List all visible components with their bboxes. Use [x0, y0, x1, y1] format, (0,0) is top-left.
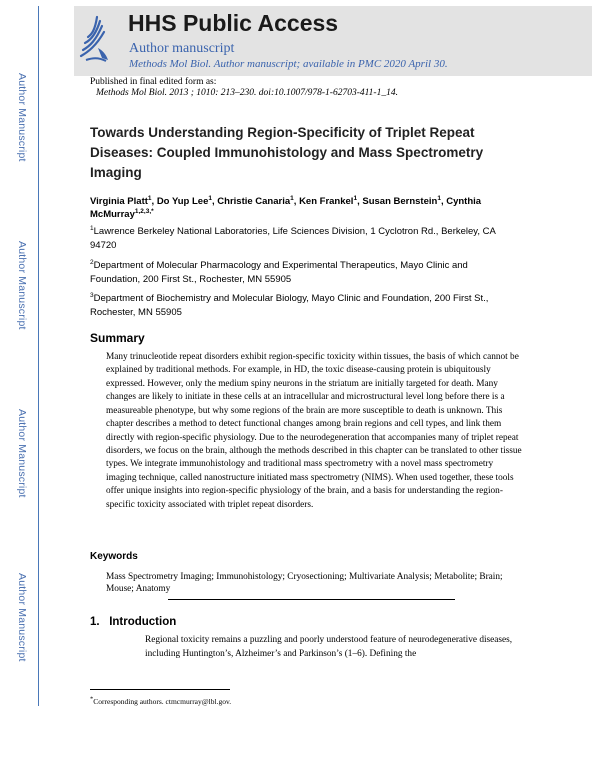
paper-title: Towards Understanding Region-Specificity of Triplet Repeat Diseases: Coupled Immunohistology and Mass Spectrometry Imaging — [90, 125, 484, 180]
author-sup: 1 — [353, 194, 358, 202]
author-name: Do Yup Lee — [156, 196, 209, 207]
author-sup: 1 — [208, 194, 212, 202]
introduction-text: Regional toxicity remains a puzzling and poorly understood feature of neurodegenerative diseases, including Huntington’s, Alzheimer’s and Parkinson’s (1–6). Defining the — [145, 635, 513, 659]
footnote-marker: * — [90, 695, 94, 703]
keywords-heading: Keywords — [90, 551, 138, 562]
author-sup: 1,2,3,* — [134, 207, 154, 215]
affiliation-text: Department of Biochemistry and Molecular Biology, Mayo Clinic and Foundation, 200 First St., Rochester, MN 55905 — [90, 293, 489, 318]
affiliation-text: Lawrence Berkeley National Laboratories, Life Sciences Division, 1 Cyclotron Rd., Berkeley, CA 94720 — [90, 226, 496, 251]
section-title: Introduction — [109, 616, 177, 628]
header-title: HHS Public Access — [128, 10, 339, 36]
affiliation-sup: 3 — [90, 291, 94, 299]
hhs-eagle-logo-icon — [78, 12, 110, 64]
sidebar-rule — [38, 6, 39, 706]
sidebar-label: Author Manuscript — [16, 72, 28, 162]
affiliation-text: Department of Molecular Pharmacology and Experimental Therapeutics, Mayo Clinic and Foundation, 200 First St., Rochester, MN 55905 — [90, 260, 468, 285]
affiliation — [90, 225, 520, 253]
affiliation — [90, 292, 520, 320]
author-sup: 1 — [147, 194, 152, 202]
introduction-heading — [90, 616, 176, 628]
header-subtitle: Author manuscript — [129, 41, 235, 56]
author-name: Christie Canaria — [217, 196, 291, 207]
affiliation — [90, 259, 520, 287]
author-sup: 1 — [437, 194, 441, 202]
keywords-divider — [168, 599, 455, 600]
keywords-text: Mass Spectrometry Imaging; Immunohistology; Cryosectioning; Multivariate Analysis; Metabolite; Brain; Mouse; Anatomy — [106, 572, 503, 594]
author-list: Virginia Platt$^1$, Do Yup Lee$^1$, Christie Canaria$^1$, Ken Frankel$^1$, Susan Bernstein$^1$, Cynthia McMurray$^{1,2,3,*}$ — [90, 194, 482, 220]
footnote-divider — [90, 689, 230, 690]
publication-line-1: Published in final edited form as: — [90, 77, 217, 87]
header-source — [129, 58, 448, 70]
author-name: Cynthia McMurray — [90, 196, 482, 220]
summary-heading: Summary — [90, 331, 145, 345]
author-name: Susan Bernstein — [362, 196, 438, 207]
author-sup: 1 — [290, 194, 294, 202]
header-source-text: Methods Mol Biol. Author manuscript; available in PMC 2020 April 30. — [129, 58, 448, 70]
affiliation-sup: 1 — [90, 224, 94, 232]
affiliation-sup: 2 — [90, 258, 94, 266]
author-name: Virginia Platt — [90, 196, 148, 207]
section-number: 1. — [90, 616, 100, 628]
footnote — [90, 697, 231, 706]
publication-line-2 — [96, 88, 398, 98]
sidebar-label: Author Manuscript — [16, 240, 28, 330]
footnote-text: Corresponding authors. ctmcmurray@lbl.gov. — [93, 697, 232, 706]
sidebar-label: Author Manuscript — [16, 572, 28, 662]
summary-text: Many trinucleotide repeat disorders exhibit region-specific toxicity within tissues, the basis of which cannot be explained by traditional methods. For example, in HD, the toxic disease-causing protein is ubiquitously expressed. However, only the medium spiny neurons in the striatum are initially targeted for death. Many changes are likely to initiate in these cells at an intracellular and microstructural level long before there is a measureable phenotype, but why some regions of the brain are more susceptible to death is unknown. This chapter describes a method to detect functional changes among brain regions and cell types, and link them directly with region-specific physiology. Due to the neurodegeneration that accompanies many of triplet repeat disorders, we focus on the brain, although the methods described in this chapter can be translated to other tissue types. We integrate immunohistology and traditional mass spectrometry with a novel mass spectrometry imaging technique, called nanostructure initiated mass spectrometry (NIMS). When used together, these tools offer unique insights into region-specific physiology of the brain, and a basis for understanding the region-specific toxicity associated with triplet repeat disorders. — [106, 352, 522, 510]
sidebar-label: Author Manuscript — [16, 408, 28, 498]
author-name: Ken Frankel — [299, 196, 354, 207]
publication-citation: Methods Mol Biol. 2013 ; 1010: 213–230. doi:10.1007/978-1-62703-411-1_14. — [96, 88, 398, 98]
